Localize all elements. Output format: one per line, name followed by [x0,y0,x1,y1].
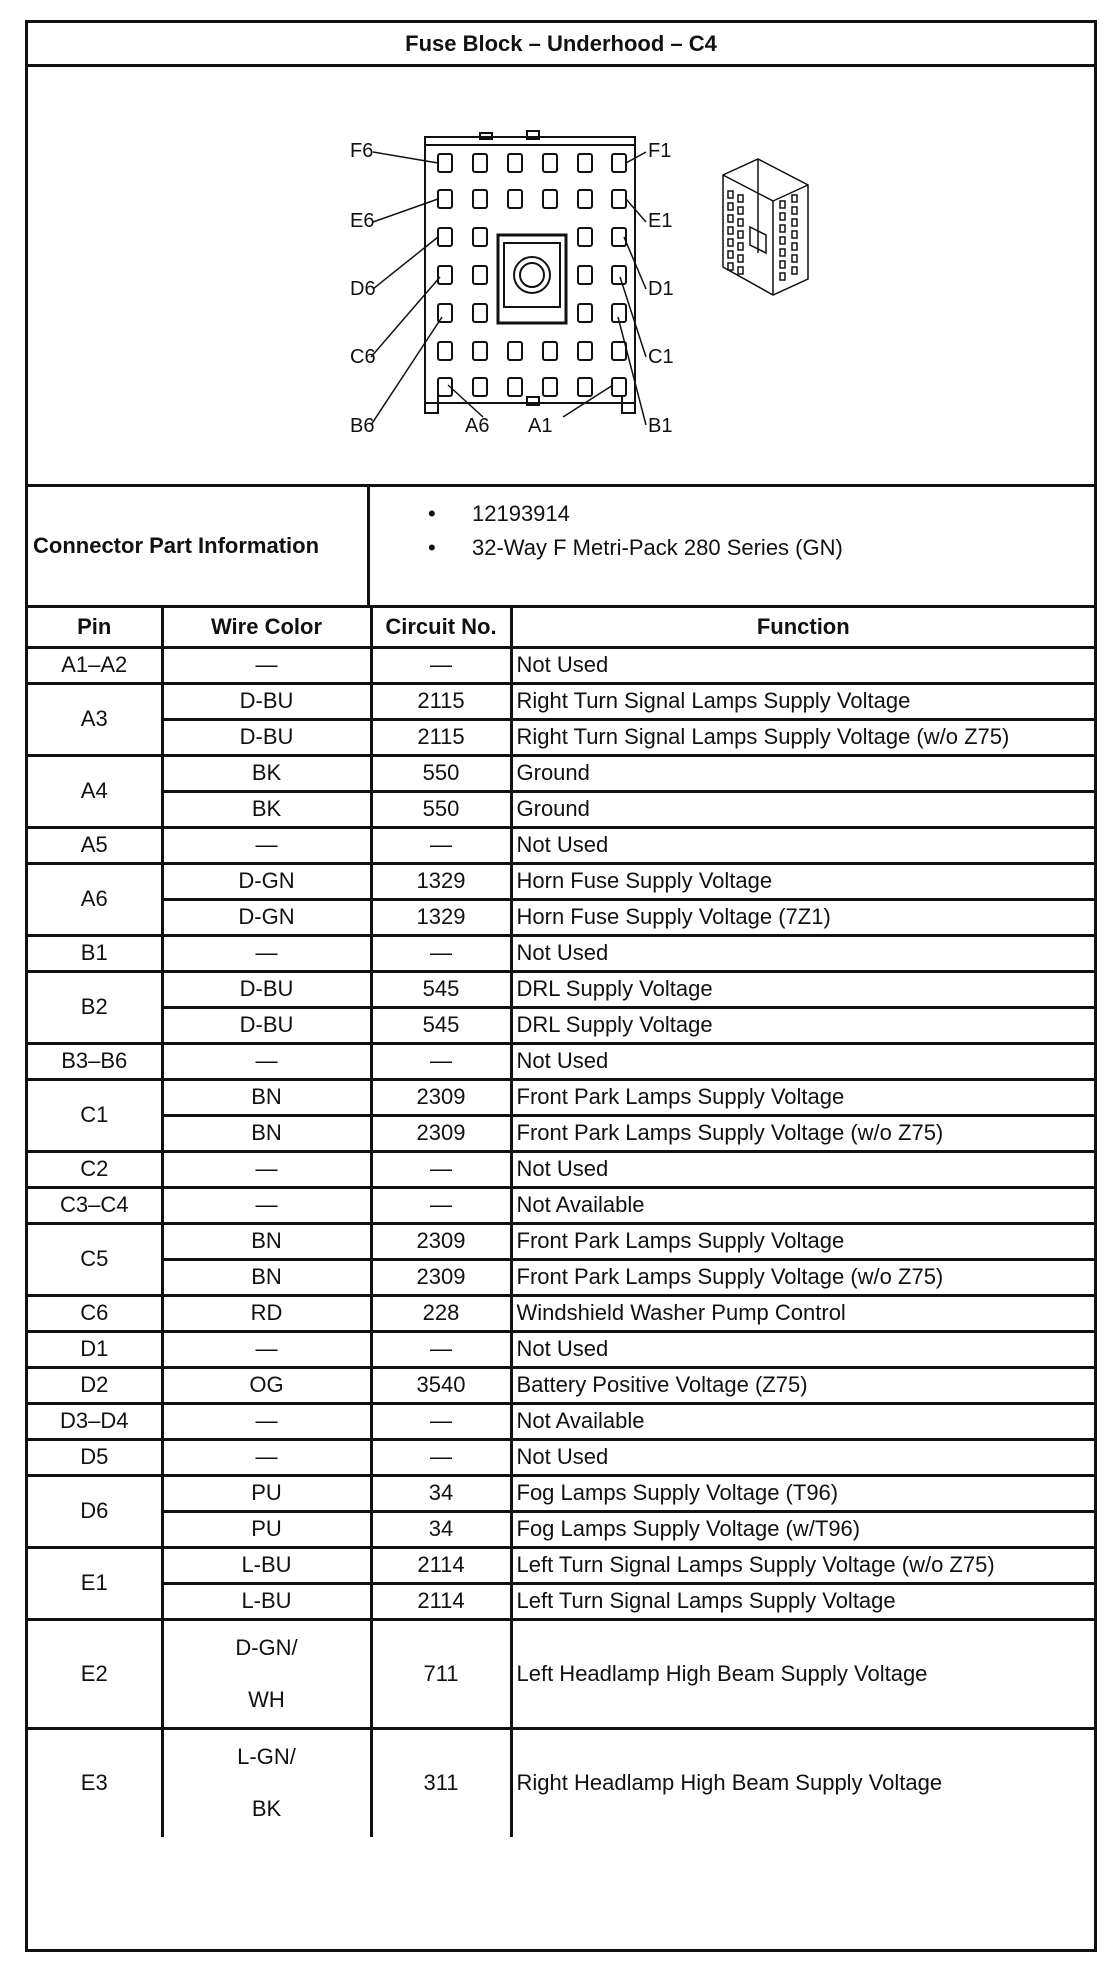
pin-label-c6: C6 [350,346,376,368]
pin-cell: A6 [28,863,162,935]
connector-info-list [370,487,1094,605]
table-row [28,1583,1094,1619]
pin-cavity [578,378,592,396]
function-cell: Windshield Washer Pump Control [511,1295,1094,1331]
function-cell: Left Turn Signal Lamps Supply Voltage [511,1583,1094,1619]
wire-color-cell: D-BU [162,683,371,719]
circuit-cell: — [371,935,511,971]
circuit-cell: 550 [371,791,511,827]
pin-cavity [578,154,592,172]
table-row [28,1007,1094,1043]
table-row [28,1295,1094,1331]
wire-color-cell: OG [162,1367,371,1403]
pin-cavity [543,342,557,360]
circuit-cell: 1329 [371,899,511,935]
function-cell: Fog Lamps Supply Voltage (T96) [511,1475,1094,1511]
wire-color-cell: — [162,1187,371,1223]
circuit-cell: 2309 [371,1223,511,1259]
table-row [28,1439,1094,1475]
pin-cavity [438,154,452,172]
pin-cell: C3–C4 [28,1187,162,1223]
function-cell: Not Available [511,1403,1094,1439]
connector-isometric-icon [723,159,808,295]
header-wire-color: Wire Color [162,608,371,647]
function-cell: DRL Supply Voltage [511,971,1094,1007]
wire-color-cell: BN [162,1079,371,1115]
table-row [28,1403,1094,1439]
wire-color-cell: L-GN/ BK [162,1728,371,1837]
circuit-cell: — [371,647,511,683]
table-row [28,899,1094,935]
pin-cavity [543,378,557,396]
pin-cell: A3 [28,683,162,755]
function-cell: Not Used [511,1331,1094,1367]
pin-cavity [438,266,452,284]
pin-cavity [473,190,487,208]
circuit-cell: 2309 [371,1115,511,1151]
pin-cavity [543,190,557,208]
pin-cell: B1 [28,935,162,971]
function-cell: Fog Lamps Supply Voltage (w/T96) [511,1511,1094,1547]
pin-cavity [612,266,626,284]
circuit-cell: — [371,1439,511,1475]
wire-color-cell: — [162,827,371,863]
wire-color-cell: PU [162,1475,371,1511]
wire-color-cell: — [162,1331,371,1367]
circuit-cell: 545 [371,971,511,1007]
function-cell: Battery Positive Voltage (Z75) [511,1367,1094,1403]
pin-label-a6: A6 [465,415,490,437]
wire-color-cell: BN [162,1223,371,1259]
circuit-cell: 2114 [371,1547,511,1583]
wire-color-cell: D-BU [162,719,371,755]
function-cell: Not Used [511,647,1094,683]
pin-cavity [543,154,557,172]
pinout-document [25,20,1097,1952]
pin-cavity [508,154,522,172]
pin-cavity [473,228,487,246]
function-cell: Horn Fuse Supply Voltage [511,863,1094,899]
wire-color-cell: — [162,1043,371,1079]
header-pin: Pin [28,608,162,647]
pin-cavity [578,304,592,322]
pin-cell: A1–A2 [28,647,162,683]
header-circuit-no: Circuit No. [371,608,511,647]
function-cell: Ground [511,791,1094,827]
wire-color-cell: RD [162,1295,371,1331]
connector-type: • 32-Way F Metri-Pack 280 Series (GN) [428,531,1094,565]
pin-cell: D6 [28,1475,162,1547]
circuit-cell: 2309 [371,1259,511,1295]
wire-color-cell: BN [162,1115,371,1151]
pin-label-b1: B1 [648,415,673,437]
pin-cell: C5 [28,1223,162,1295]
circuit-cell: 228 [371,1295,511,1331]
circuit-cell: 34 [371,1511,511,1547]
function-cell: Not Used [511,1043,1094,1079]
wire-color-cell: — [162,1151,371,1187]
pin-cell: C2 [28,1151,162,1187]
circuit-cell: 545 [371,1007,511,1043]
wire-color-cell: D-BU [162,971,371,1007]
pin-label-a1: A1 [528,415,553,437]
table-row [28,791,1094,827]
circuit-cell: 711 [371,1619,511,1728]
pin-cavity [578,342,592,360]
pin-cell: E1 [28,1547,162,1619]
pinout-table [28,608,1094,1837]
pin-cell: B2 [28,971,162,1043]
pin-cell: E2 [28,1619,162,1728]
pin-cavity [473,378,487,396]
table-row [28,971,1094,1007]
pin-cavity [473,266,487,284]
circuit-cell: 2114 [371,1583,511,1619]
pin-cavity [578,228,592,246]
pin-label-d6: D6 [350,278,376,300]
pin-cavity [508,190,522,208]
pin-cavity [438,190,452,208]
function-cell: Horn Fuse Supply Voltage (7Z1) [511,899,1094,935]
pin-cavity [612,154,626,172]
table-row [28,1367,1094,1403]
pin-cell: D5 [28,1439,162,1475]
pin-cell: A4 [28,755,162,827]
function-cell: Not Available [511,1187,1094,1223]
wire-color-cell: L-BU [162,1583,371,1619]
table-row [28,935,1094,971]
function-cell: Right Headlamp High Beam Supply Voltage [511,1728,1094,1837]
pin-label-e1: E1 [648,210,673,232]
function-cell: Not Used [511,1439,1094,1475]
table-row [28,1511,1094,1547]
table-row [28,1259,1094,1295]
pin-cavity [473,342,487,360]
table-row [28,1079,1094,1115]
part-number: • 12193914 [428,497,1094,531]
table-row [28,719,1094,755]
table-row [28,1115,1094,1151]
pin-cavity [612,342,626,360]
circuit-cell: — [371,1043,511,1079]
pin-label-f6: F6 [350,140,374,162]
pin-cavity [612,378,626,396]
table-row [28,1475,1094,1511]
circuit-cell: 311 [371,1728,511,1837]
table-row [28,863,1094,899]
wire-color-cell: BK [162,791,371,827]
function-cell: Not Used [511,827,1094,863]
header-function: Function [511,608,1094,647]
pin-cavity [508,342,522,360]
table-row [28,1547,1094,1583]
table-row [28,755,1094,791]
pin-cavity [508,378,522,396]
circuit-cell: 2309 [371,1079,511,1115]
wire-color-cell: — [162,1439,371,1475]
function-cell: Front Park Lamps Supply Voltage [511,1223,1094,1259]
function-cell: Front Park Lamps Supply Voltage [511,1079,1094,1115]
pin-cavity [612,228,626,246]
pin-label-d1: D1 [648,278,674,300]
table-row [28,1043,1094,1079]
pin-label-b6: B6 [350,415,375,437]
pin-cavity [473,154,487,172]
wire-color-cell: L-BU [162,1547,371,1583]
function-cell: Front Park Lamps Supply Voltage (w/o Z75) [511,1115,1094,1151]
wire-color-cell: BN [162,1259,371,1295]
pin-label-c1: C1 [648,346,674,368]
wire-color-cell: — [162,647,371,683]
circuit-cell: — [371,1403,511,1439]
circuit-cell: 2115 [371,719,511,755]
pin-cell: A5 [28,827,162,863]
pin-label-e6: E6 [350,210,375,232]
pin-cell: B3–B6 [28,1043,162,1079]
table-row [28,1331,1094,1367]
pin-label-f1: F1 [648,140,672,162]
pin-cell: C6 [28,1295,162,1331]
function-cell: DRL Supply Voltage [511,1007,1094,1043]
connector-info-label: Connector Part Information [28,487,370,605]
function-cell: Left Headlamp High Beam Supply Voltage [511,1619,1094,1728]
connector-face-view [28,67,1094,484]
table-row [28,683,1094,719]
pin-cavity [578,266,592,284]
wire-color-cell: — [162,935,371,971]
wire-color-cell: BK [162,755,371,791]
function-cell: Not Used [511,935,1094,971]
circuit-cell: — [371,1187,511,1223]
circuit-cell: — [371,1151,511,1187]
table-row [28,1151,1094,1187]
circuit-cell: — [371,1331,511,1367]
table-row [28,1728,1094,1837]
function-cell: Right Turn Signal Lamps Supply Voltage (w/o Z75) [511,719,1094,755]
function-cell: Left Turn Signal Lamps Supply Voltage (w/o Z75) [511,1547,1094,1583]
connector-diagram [28,67,1094,487]
wire-color-cell: D-GN/ WH [162,1619,371,1728]
circuit-cell: 3540 [371,1367,511,1403]
pin-cell: E3 [28,1728,162,1837]
wire-color-cell: D-BU [162,1007,371,1043]
circuit-cell: 2115 [371,683,511,719]
pin-cavity [612,190,626,208]
circuit-cell: 550 [371,755,511,791]
pin-cell: C1 [28,1079,162,1151]
pin-cell: D2 [28,1367,162,1403]
table-row [28,827,1094,863]
pin-cavity [438,342,452,360]
pin-cavity [438,228,452,246]
circuit-cell: — [371,827,511,863]
wire-color-cell: PU [162,1511,371,1547]
pin-cavity [473,304,487,322]
document-title: Fuse Block – Underhood – C4 [28,23,1094,67]
table-row [28,1187,1094,1223]
table-row [28,1223,1094,1259]
connector-part-info [28,487,1094,608]
pin-cell: D1 [28,1331,162,1367]
wire-color-cell: D-GN [162,863,371,899]
function-cell: Not Used [511,1151,1094,1187]
function-cell: Front Park Lamps Supply Voltage (w/o Z75) [511,1259,1094,1295]
circuit-cell: 34 [371,1475,511,1511]
pin-cavity [578,190,592,208]
table-row [28,647,1094,683]
function-cell: Ground [511,755,1094,791]
circuit-cell: 1329 [371,863,511,899]
wire-color-cell: D-GN [162,899,371,935]
pin-cell: D3–D4 [28,1403,162,1439]
wire-color-cell: — [162,1403,371,1439]
function-cell: Right Turn Signal Lamps Supply Voltage [511,683,1094,719]
table-row [28,1619,1094,1728]
